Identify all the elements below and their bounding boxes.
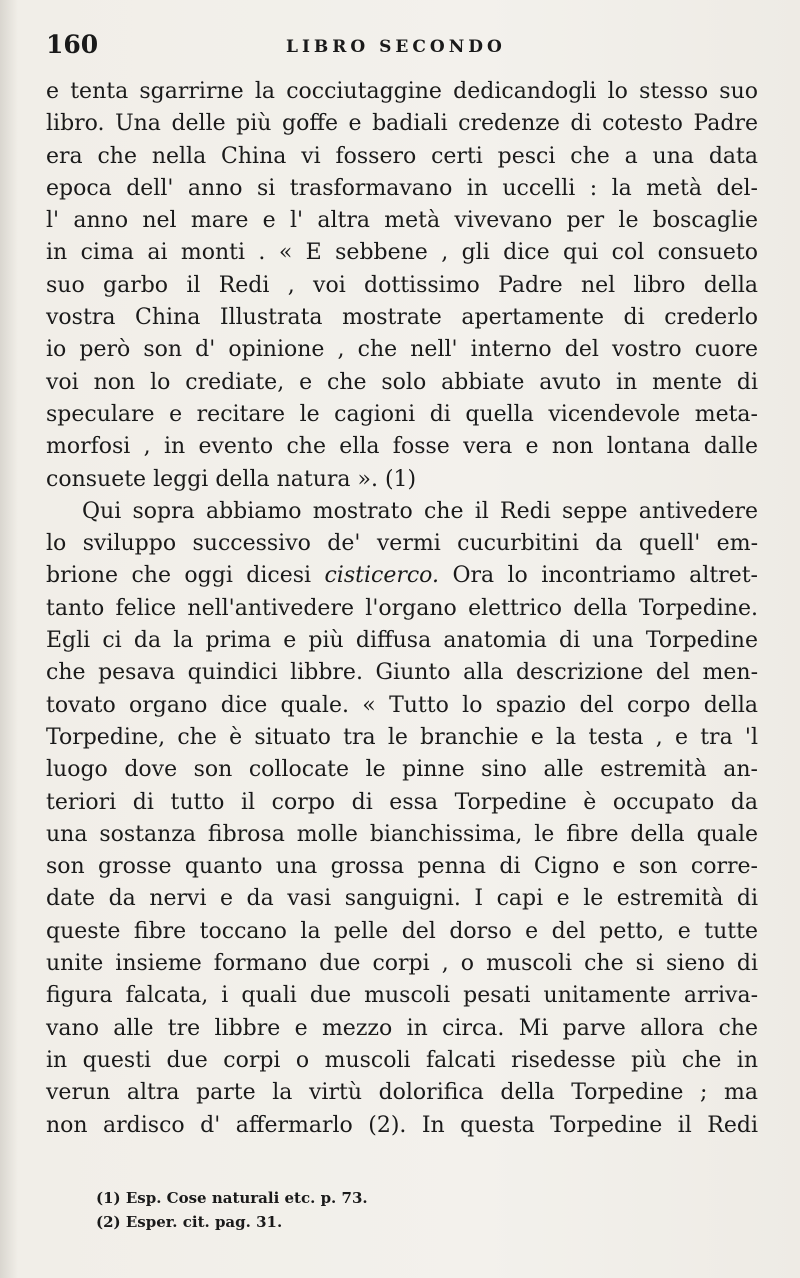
page-number: 160 [46,30,99,59]
text-line: che pesava quindici libbre. Giunto alla descrizione del men- [46,660,758,686]
text-line: verun altra parte la virtù dolorifica della Torpedine ; ma [46,1080,758,1106]
text-line: in cima ai monti . « E sebbene , gli dice qui col consueto [46,240,758,266]
text-line: date da nervi e da vasi sanguigni. I capi e le estremità di [46,886,758,912]
page-header [46,30,760,70]
text-line: io però son d' opinione , che nell' interno del vostro cuore [46,337,758,363]
text-line: era che nella China vi fossero certi pesci che a una data [46,143,758,169]
text-line: son grosse quanto una grossa penna di Cigno e son corre- [46,854,758,880]
text-line: in questi due corpi o muscoli falcati risedesse più che in [46,1047,758,1073]
text-line: tovato organo dice quale. « Tutto lo spazio del corpo della [46,692,758,718]
text-line-mixed [46,560,758,592]
footnotes [96,1186,368,1234]
text-line: unite insieme formano due corpi , o muscoli che si sieno di [46,951,758,977]
footnote-2: (2) Esper. cit. pag. 31. [96,1213,283,1231]
text-line: lo sviluppo successivo de' vermi cucurbitini da quell' em- [46,531,758,557]
text-line: Egli ci da la prima e più diffusa anatomia di una Torpedine [46,628,758,654]
text-line: consuete leggi della natura ». (1) [46,466,417,492]
text-fragment: brione che oggi dicesi [46,563,325,589]
text-line: speculare e recitare le cagioni di quella vicendevole meta- [46,401,758,427]
text-line: tanto felice nell'antivedere l'organo elettrico della Torpedine. [46,595,758,621]
text-line: teriori di tutto il corpo di essa Torpedine è occupato da [46,789,758,815]
text-line: morfosi , in evento che ella fosse vera e non lontana dalle [46,434,758,460]
text-line: una sostanza fibrosa molle bianchissima, le fibre della quale [46,821,758,847]
text-line: voi non lo crediate, e che solo abbiate avuto in mente di [46,369,758,395]
text-line: suo garbo il Redi , voi dottissimo Padre nel libro della [46,272,758,298]
footnote-1: (1) Esp. Cose naturali etc. p. 73. [96,1189,368,1207]
body-text [46,76,758,1142]
text-line: figura falcata, i quali due muscoli pesati unitamente arriva- [46,983,758,1009]
text-line: vostra China Illustrata mostrate apertamente di crederlo [46,305,758,331]
text-line: e tenta sgarrirne la cocciutaggine dedicandogli lo stesso suo [46,79,758,104]
text-fragment: Ora lo incontriamo altret- [439,563,758,589]
running-head: LIBRO SECONDO [286,37,506,57]
text-line: vano alle tre libbre e mezzo in circa. Mi parve allora che [46,1015,758,1041]
paragraph-1 [46,76,758,496]
text-line: Qui sopra abbiamo mostrato che il Redi seppe antivedere [82,498,758,524]
text-line: libro. Una delle più goffe e badiali credenze di cotesto Padre [46,111,758,137]
italic-term: cisticerco. [324,563,440,589]
text-line: l' anno nel mare e l' altra metà vivevano per le boscaglie [46,208,758,234]
paragraph-2 [46,496,758,1142]
text-line: queste fibre toccano la pelle del dorso e del petto, e tutte [46,918,758,944]
text-line: luogo dove son collocate le pinne sino alle estremità an- [46,757,758,783]
text-line: epoca dell' anno si trasformavano in uccelli : la metà del- [46,175,758,201]
text-line: non ardisco d' affermarlo (2). In questa Torpedine il Redi [46,1112,758,1138]
text-line: Torpedine, che è situato tra le branchie e la testa , e tra 'l [46,724,758,750]
